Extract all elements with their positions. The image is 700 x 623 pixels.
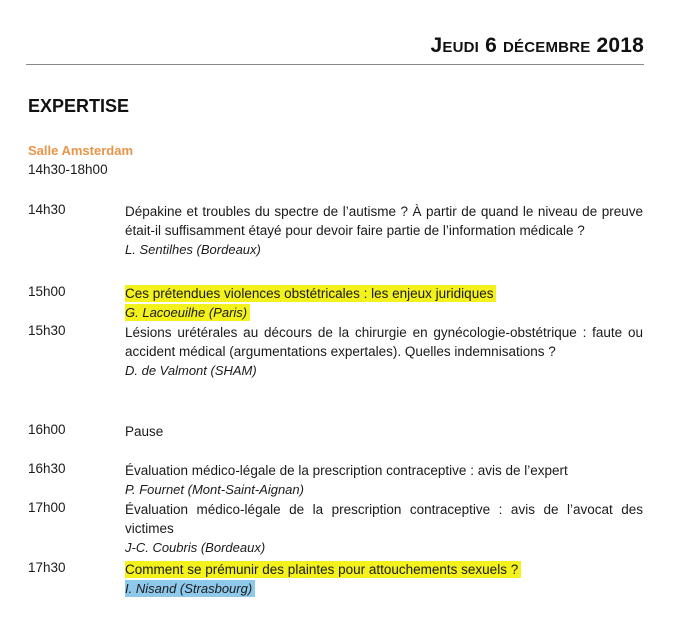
entry-speaker: D. de Valmont (SHAM) xyxy=(125,363,257,378)
entry-time: 16h30 xyxy=(28,461,66,476)
entry-speaker: L. Sentilhes (Bordeaux) xyxy=(125,242,261,257)
entry-title: Évaluation médico-légale de la prescription contraceptive : avis de l’expert xyxy=(125,463,568,478)
entry-speaker: J-C. Coubris (Bordeaux) xyxy=(125,540,266,555)
entry-title: Évaluation médico-légale de la prescription contraceptive : avis de l’avocat des victimes xyxy=(125,502,643,536)
entry-time: 14h30 xyxy=(28,202,66,217)
page-date-header: Jeudi 6 décembre 2018 xyxy=(430,34,644,57)
entry-speaker-highlighted: I. Nisand (Strasbourg) xyxy=(125,580,255,597)
entry-speaker-highlighted: G. Lacoeuilhe (Paris) xyxy=(125,304,250,321)
entry-title: Pause xyxy=(125,424,164,439)
session-time-range: 14h30-18h00 xyxy=(28,162,108,177)
entry-time: 16h00 xyxy=(28,422,66,437)
entry-time: 17h00 xyxy=(28,500,66,515)
entry-title-highlighted: Ces prétendues violences obstétricales : les enjeux juridiques xyxy=(125,285,496,302)
entry-title: Lésions urétérales au décours de la chirurgie en gynécologie-obstétrique : faute ou accident médical (argumentations expertales). Quelles indemnisations ? xyxy=(125,325,643,359)
entry-time: 15h00 xyxy=(28,284,66,299)
entry-title: Dépakine et troubles du spectre de l’autisme ? À partir de quand le niveau de preuve était-il suffisamment étayé pour devoir faire partie de l’information médicale ? xyxy=(125,204,643,238)
entry-speaker: P. Fournet (Mont-Saint-Aignan) xyxy=(125,482,304,497)
section-title: EXPERTISE xyxy=(28,96,130,116)
entry-title-highlighted: Comment se prémunir des plaintes pour attouchements sexuels ? xyxy=(125,561,521,578)
entry-time: 17h30 xyxy=(28,560,66,575)
room-label: Salle Amsterdam xyxy=(28,143,134,158)
entry-time: 15h30 xyxy=(28,323,66,338)
